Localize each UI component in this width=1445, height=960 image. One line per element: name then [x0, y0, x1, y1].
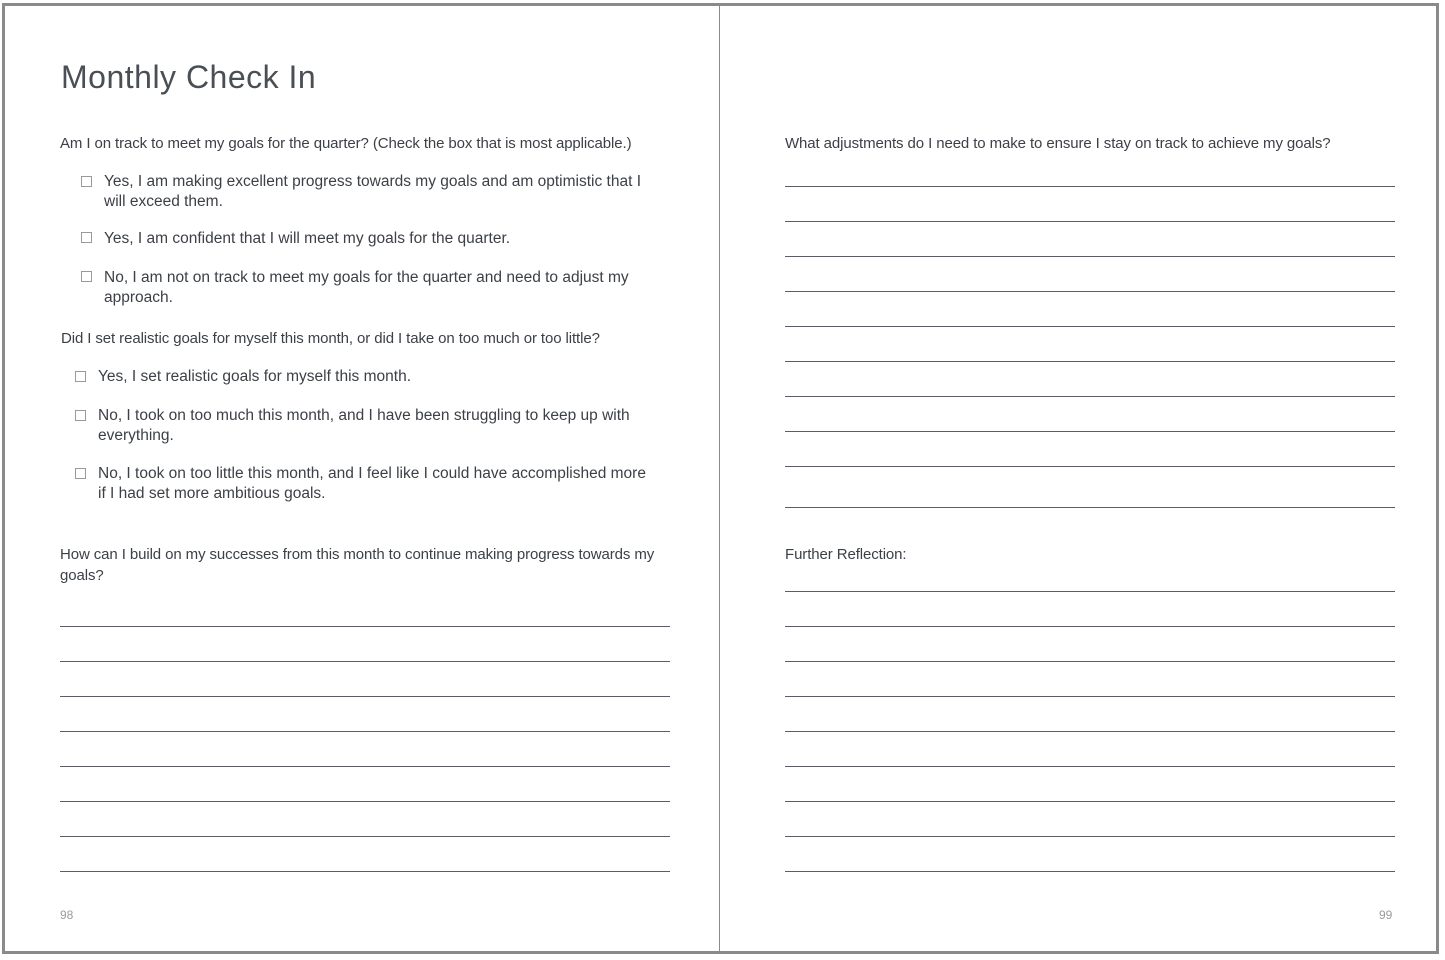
question-realistic-goals: Did I set realistic goals for myself this month, or did I take on too much or too little? — [61, 330, 600, 347]
page-title: Monthly Check In — [61, 59, 317, 95]
checkbox-exceed-goals[interactable] — [81, 176, 92, 187]
writing-line[interactable] — [60, 661, 670, 662]
writing-line[interactable] — [785, 801, 1395, 802]
checkbox-meet-goals[interactable] — [81, 232, 92, 243]
writing-line[interactable] — [785, 626, 1395, 627]
writing-line[interactable] — [785, 696, 1395, 697]
writing-line[interactable] — [785, 731, 1395, 732]
option-exceed-goals: Yes, I am making excellent progress towards my goals and am optimistic that I will exceed them. — [104, 173, 641, 210]
writing-line[interactable] — [60, 836, 670, 837]
page-number-left: 98 — [60, 908, 74, 922]
option-realistic: Yes, I set realistic goals for myself this month. — [98, 368, 411, 385]
question-adjustments: What adjustments do I need to make to ensure I stay on track to achieve my goals? — [785, 135, 1331, 152]
writing-line[interactable] — [785, 326, 1395, 327]
writing-line[interactable] — [60, 626, 670, 627]
checkbox-too-little[interactable] — [75, 468, 86, 479]
writing-line[interactable] — [785, 291, 1395, 292]
checkbox-not-on-track[interactable] — [81, 271, 92, 282]
writing-line[interactable] — [785, 361, 1395, 362]
writing-line[interactable] — [785, 396, 1395, 397]
writing-line[interactable] — [60, 871, 670, 872]
writing-line[interactable] — [785, 256, 1395, 257]
writing-line[interactable] — [60, 801, 670, 802]
writing-line[interactable] — [60, 696, 670, 697]
writing-line[interactable] — [785, 836, 1395, 837]
writing-line[interactable] — [785, 766, 1395, 767]
checkbox-realistic[interactable] — [75, 371, 86, 382]
book-spine — [719, 6, 720, 951]
writing-line[interactable] — [60, 731, 670, 732]
option-too-much: No, I took on too much this month, and I have been struggling to keep up with everything. — [98, 407, 630, 444]
question-on-track: Am I on track to meet my goals for the quarter? (Check the box that is most applicable.) — [60, 135, 632, 152]
writing-line[interactable] — [785, 186, 1395, 187]
option-meet-goals: Yes, I am confident that I will meet my goals for the quarter. — [104, 230, 511, 247]
writing-line[interactable] — [785, 591, 1395, 592]
question-build-on-successes: How can I build on my successes from this month to continue making progress towards my goals? — [60, 546, 655, 584]
further-reflection-label: Further Reflection: — [785, 546, 907, 563]
writing-line[interactable] — [785, 661, 1395, 662]
writing-line[interactable] — [785, 221, 1395, 222]
journal-spread — [2, 3, 1439, 954]
writing-line[interactable] — [785, 507, 1395, 508]
writing-line[interactable] — [60, 766, 670, 767]
writing-line[interactable] — [785, 466, 1395, 467]
writing-line[interactable] — [785, 431, 1395, 432]
page-number-right: 99 — [1379, 908, 1393, 922]
writing-line[interactable] — [785, 871, 1395, 872]
option-too-little: No, I took on too little this month, and I feel like I could have accomplished more if I had set more ambitious goals. — [98, 465, 646, 502]
option-not-on-track: No, I am not on track to meet my goals for the quarter and need to adjust my approach. — [104, 269, 629, 306]
checkbox-too-much[interactable] — [75, 410, 86, 421]
